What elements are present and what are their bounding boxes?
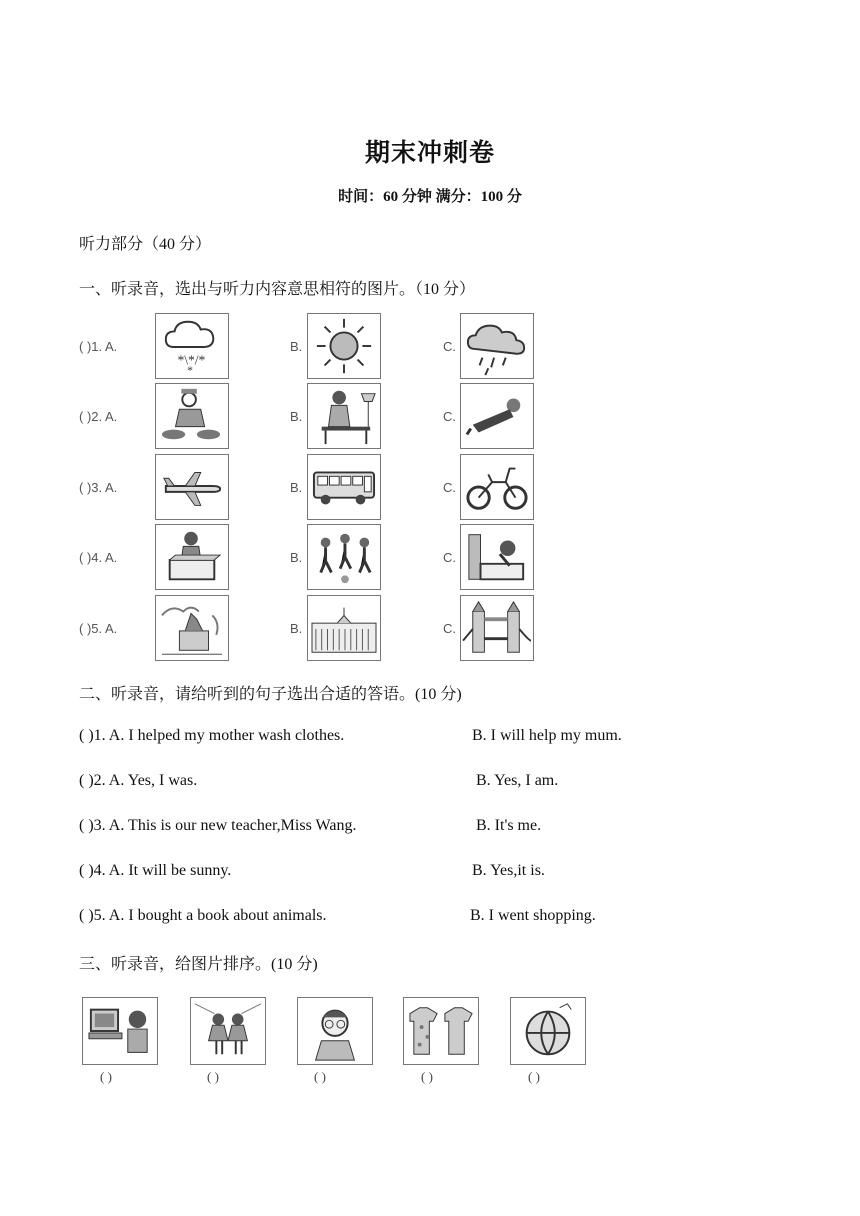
q5-option-a: ( )5. A. I bought a book about animals. (79, 907, 327, 924)
palace-icon[interactable] (307, 595, 381, 661)
row2-label: ( )2. A. (79, 409, 118, 424)
rain-cloud-icon[interactable] (460, 313, 534, 379)
cook-icon[interactable] (155, 383, 229, 449)
blank-2[interactable]: ( ) (207, 1069, 219, 1084)
sun-icon[interactable] (307, 313, 381, 379)
blank-5[interactable]: ( ) (528, 1069, 540, 1084)
page-title: 期末冲刺卷 (364, 140, 495, 167)
statue-icon[interactable] (155, 595, 229, 661)
row5-label: ( )5. A. (79, 621, 118, 636)
ball-icon[interactable] (510, 997, 586, 1065)
boy-glasses-icon[interactable] (297, 997, 373, 1065)
snow-cloud-icon[interactable] (155, 313, 229, 379)
row4-label: ( )4. A. (79, 550, 118, 565)
lying-man-icon[interactable] (460, 383, 534, 449)
girls-dancing-icon[interactable] (190, 997, 266, 1065)
row4-c-label: C. (443, 550, 456, 565)
row1-b-label: B. (290, 339, 303, 354)
girl-at-table-icon[interactable] (307, 383, 381, 449)
q3-option-a: ( )3. A. This is our new teacher,Miss Wang. (79, 817, 357, 834)
row1-c-label: C. (443, 339, 456, 354)
row2-c-label: C. (443, 409, 456, 424)
section1-heading: 一、听录音，选出与听力内容意思相符的图片。（10 分） (79, 281, 476, 298)
bus-icon[interactable] (307, 454, 381, 520)
q1-option-a: ( )1. A. I helped my mother wash clothes. (79, 727, 345, 744)
svg-text:*: * (187, 364, 193, 378)
exam-info: 时间：60 分钟 满分：100 分 (338, 189, 522, 205)
bike-icon[interactable] (460, 454, 534, 520)
row3-label: ( )3. A. (79, 480, 118, 495)
svg-text:*\*/*: *\*/* (177, 352, 206, 368)
boy-in-bed-icon[interactable] (460, 524, 534, 590)
row5-c-label: C. (443, 621, 456, 636)
boy-at-desk-icon[interactable] (155, 524, 229, 590)
blank-1[interactable]: ( ) (100, 1069, 112, 1084)
q2-option-b: B. Yes, I am. (476, 772, 559, 789)
section3-heading: 三、听录音，给图片排序。(10 分) (79, 956, 318, 973)
q4-option-b: B. Yes,it is. (472, 862, 545, 879)
row1-label: ( )1. A. (79, 339, 118, 354)
row2-b-label: B. (290, 409, 303, 424)
blank-3[interactable]: ( ) (314, 1069, 326, 1084)
plane-icon[interactable] (155, 454, 229, 520)
row3-c-label: C. (443, 480, 456, 495)
part-label: 听力部分（40 分） (79, 236, 212, 253)
section2-heading: 二、听录音，请给听到的句子选出合适的答语。(10 分) (79, 686, 462, 703)
q5-option-b: B. I went shopping. (470, 907, 596, 924)
q4-option-a: ( )4. A. It will be sunny. (79, 862, 232, 879)
q3-option-b: B. It's me. (476, 817, 542, 834)
row5-b-label: B. (290, 621, 303, 636)
row4-b-label: B. (290, 550, 303, 565)
q2-option-a: ( )2. A. Yes, I was. (79, 772, 198, 789)
kids-playing-icon[interactable] (307, 524, 381, 590)
blank-4[interactable]: ( ) (421, 1069, 433, 1084)
q1-option-b: B. I will help my mum. (472, 727, 622, 744)
shirts-icon[interactable] (403, 997, 479, 1065)
tower-bridge-icon[interactable] (460, 595, 534, 661)
row3-b-label: B. (290, 480, 303, 495)
boy-computer-icon[interactable] (82, 997, 158, 1065)
